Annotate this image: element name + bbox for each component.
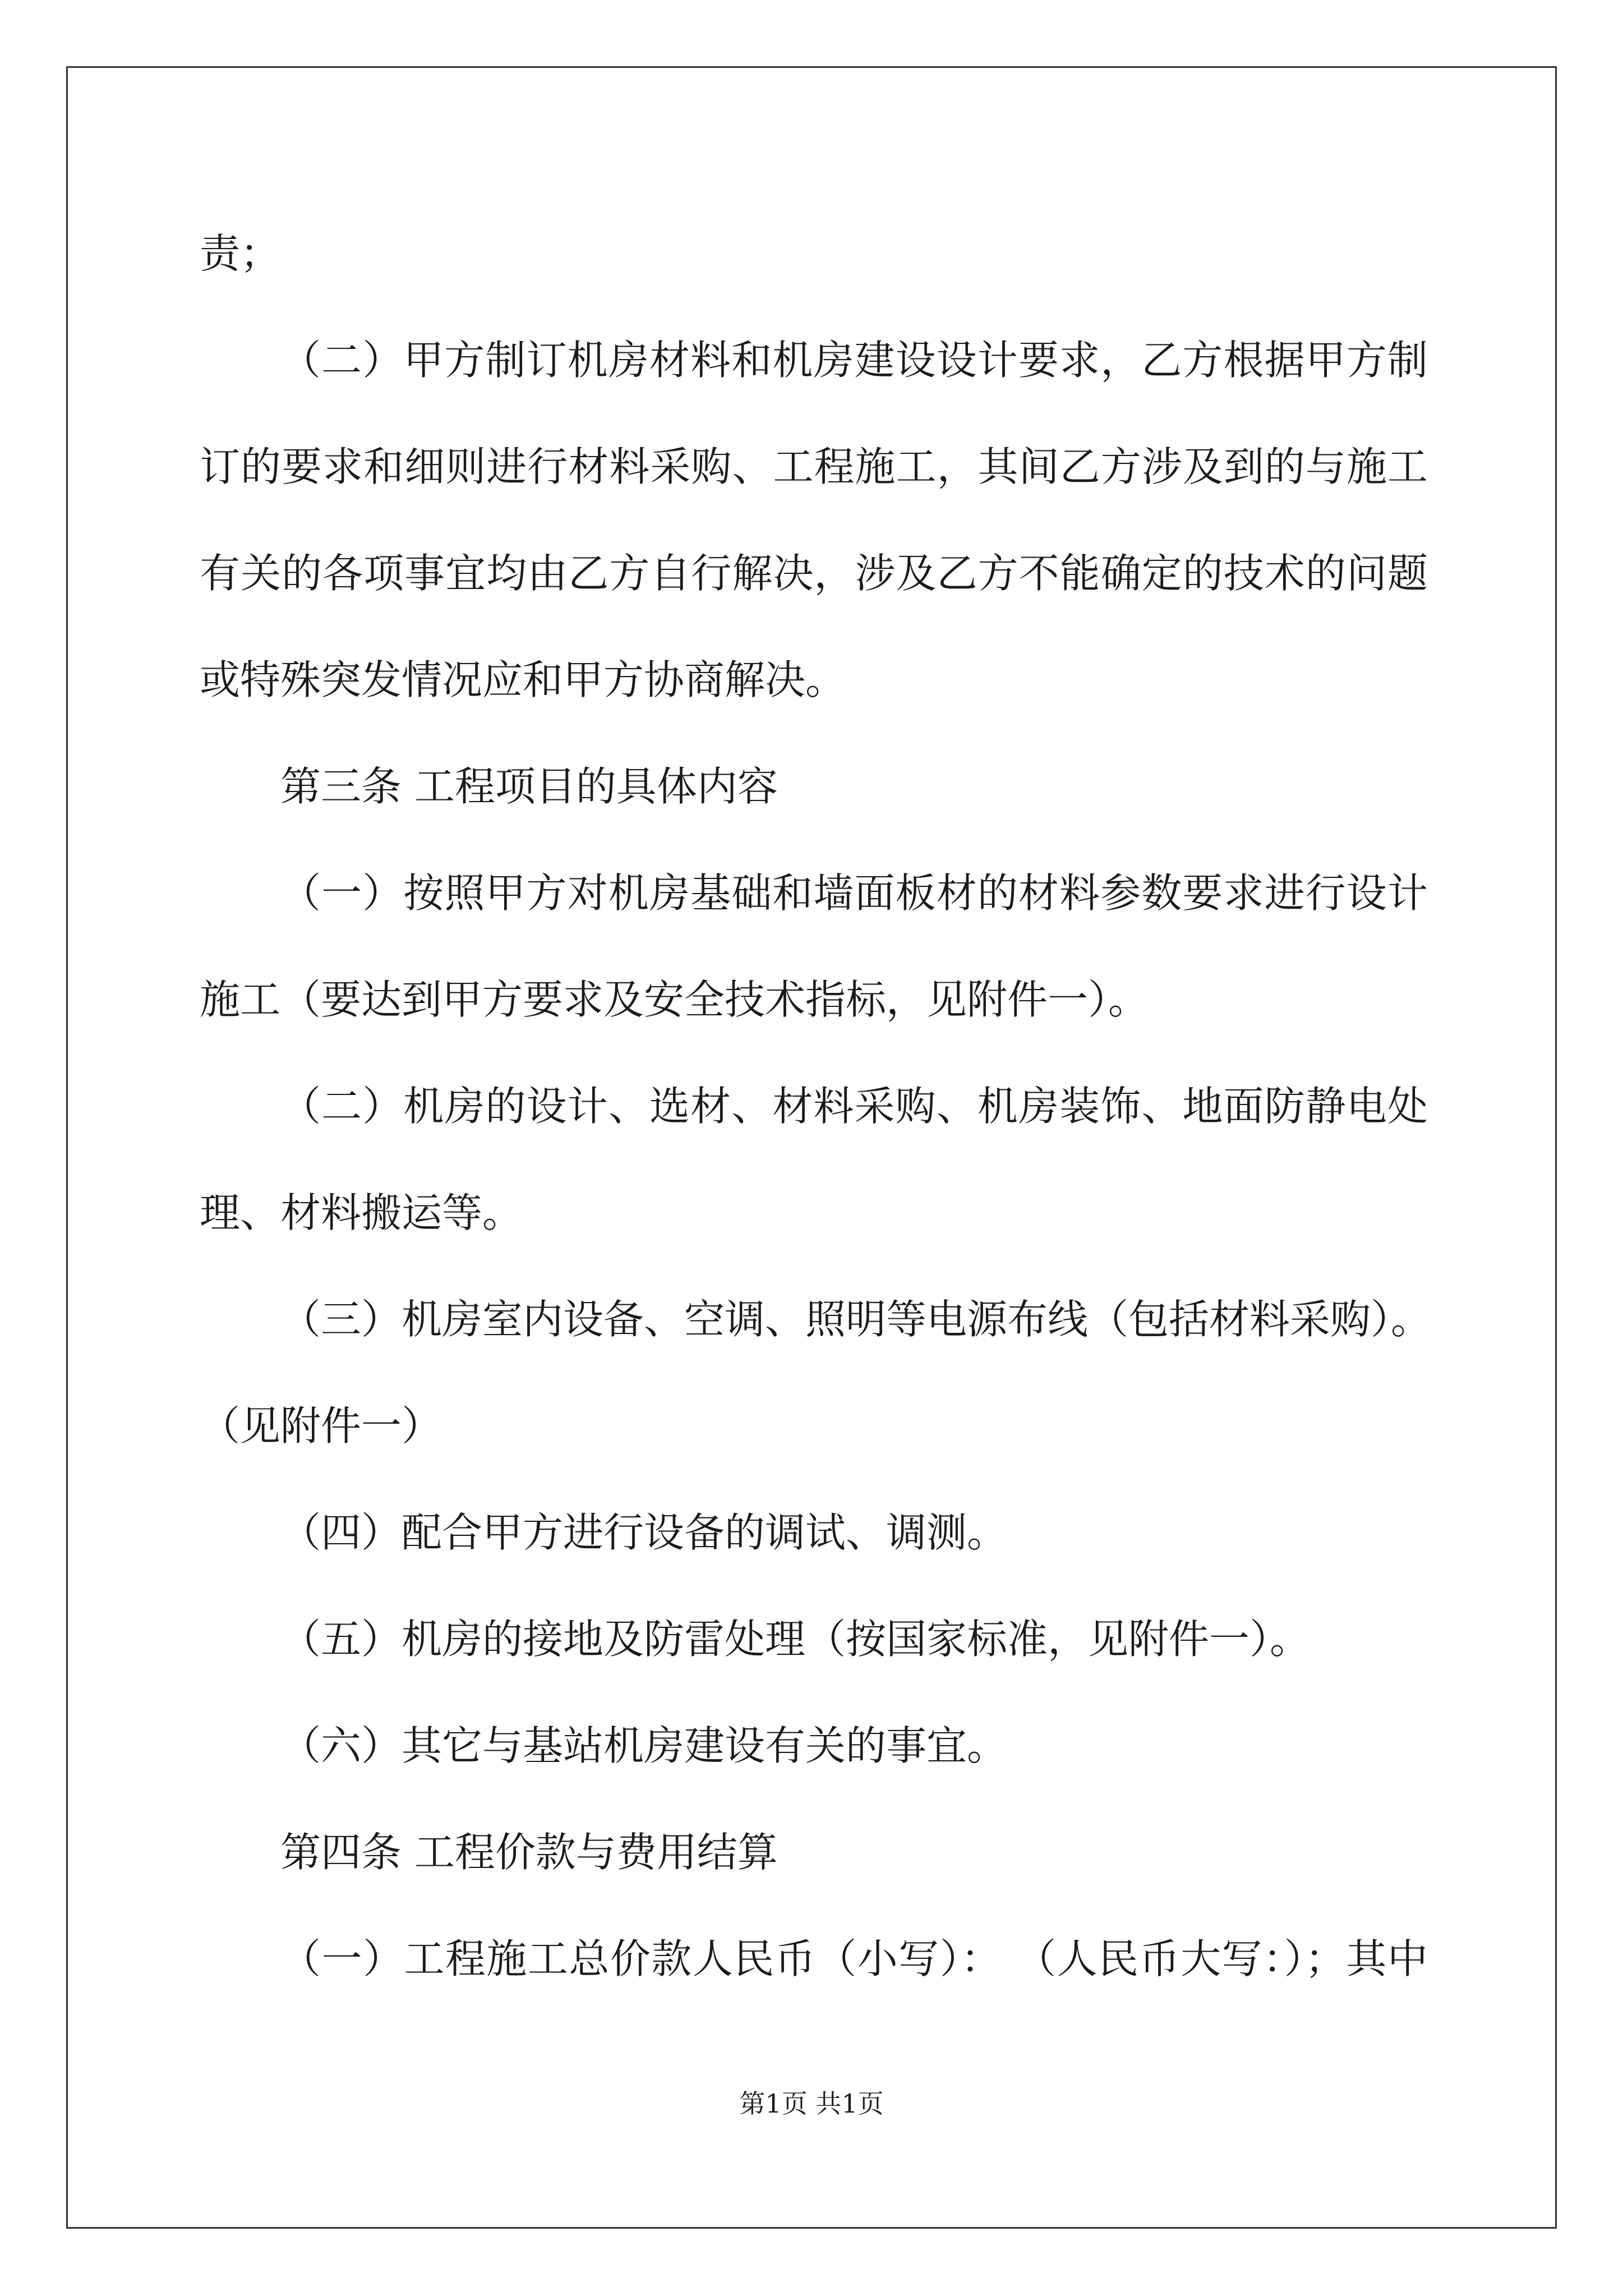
paragraph-line: 责； [200, 230, 281, 277]
paragraph-line: （一）工程施工总价款人民币（小写）： （人民币大写：）；其中 [280, 1935, 1428, 1982]
paragraph-line: （二）甲方制订机房材料和机房建设设计要求，乙方根据甲方制 [280, 337, 1428, 384]
article-heading: 第三条 工程项目的具体内容 [280, 763, 778, 810]
paragraph-line: （一）按照甲方对机房基础和墙面板材的材料参数要求进行设计 [280, 869, 1428, 917]
paragraph-line: （五）机房的接地及防雷处理（按国家标准，见附件一）。 [280, 1616, 1311, 1663]
paragraph-line: （六）其它与基站机房建设有关的事宜。 [280, 1722, 1008, 1769]
paragraph-line: （四）配合甲方进行设备的调试、调测。 [280, 1509, 1008, 1556]
paragraph-line: （见附件一） [200, 1402, 442, 1450]
paragraph-line: 施工（要达到甲方要求及安全技术指标，见附件一）。 [200, 976, 1149, 1023]
page-footer: 第1页 共1页 [739, 2088, 884, 2119]
article-heading: 第四条 工程价款与费用结算 [280, 1829, 778, 1876]
paragraph-line: （二）机房的设计、选材、材料采购、机房装饰、地面防静电处 [280, 1083, 1428, 1130]
paragraph-line: 订的要求和细则进行材料采购、工程施工，其间乙方涉及到的与施工 [200, 443, 1428, 490]
paragraph-line: 理、材料搬运等。 [200, 1189, 523, 1236]
paragraph-line: （三）机房室内设备、空调、照明等电源布线（包括材料采购）。 [280, 1296, 1432, 1343]
paragraph-line: 有关的各项事宜均由乙方自行解决，涉及乙方不能确定的技术的问题 [200, 550, 1428, 597]
page-border [66, 66, 1557, 2229]
paragraph-line: 或特殊突发情况应和甲方协商解决。 [200, 656, 846, 703]
